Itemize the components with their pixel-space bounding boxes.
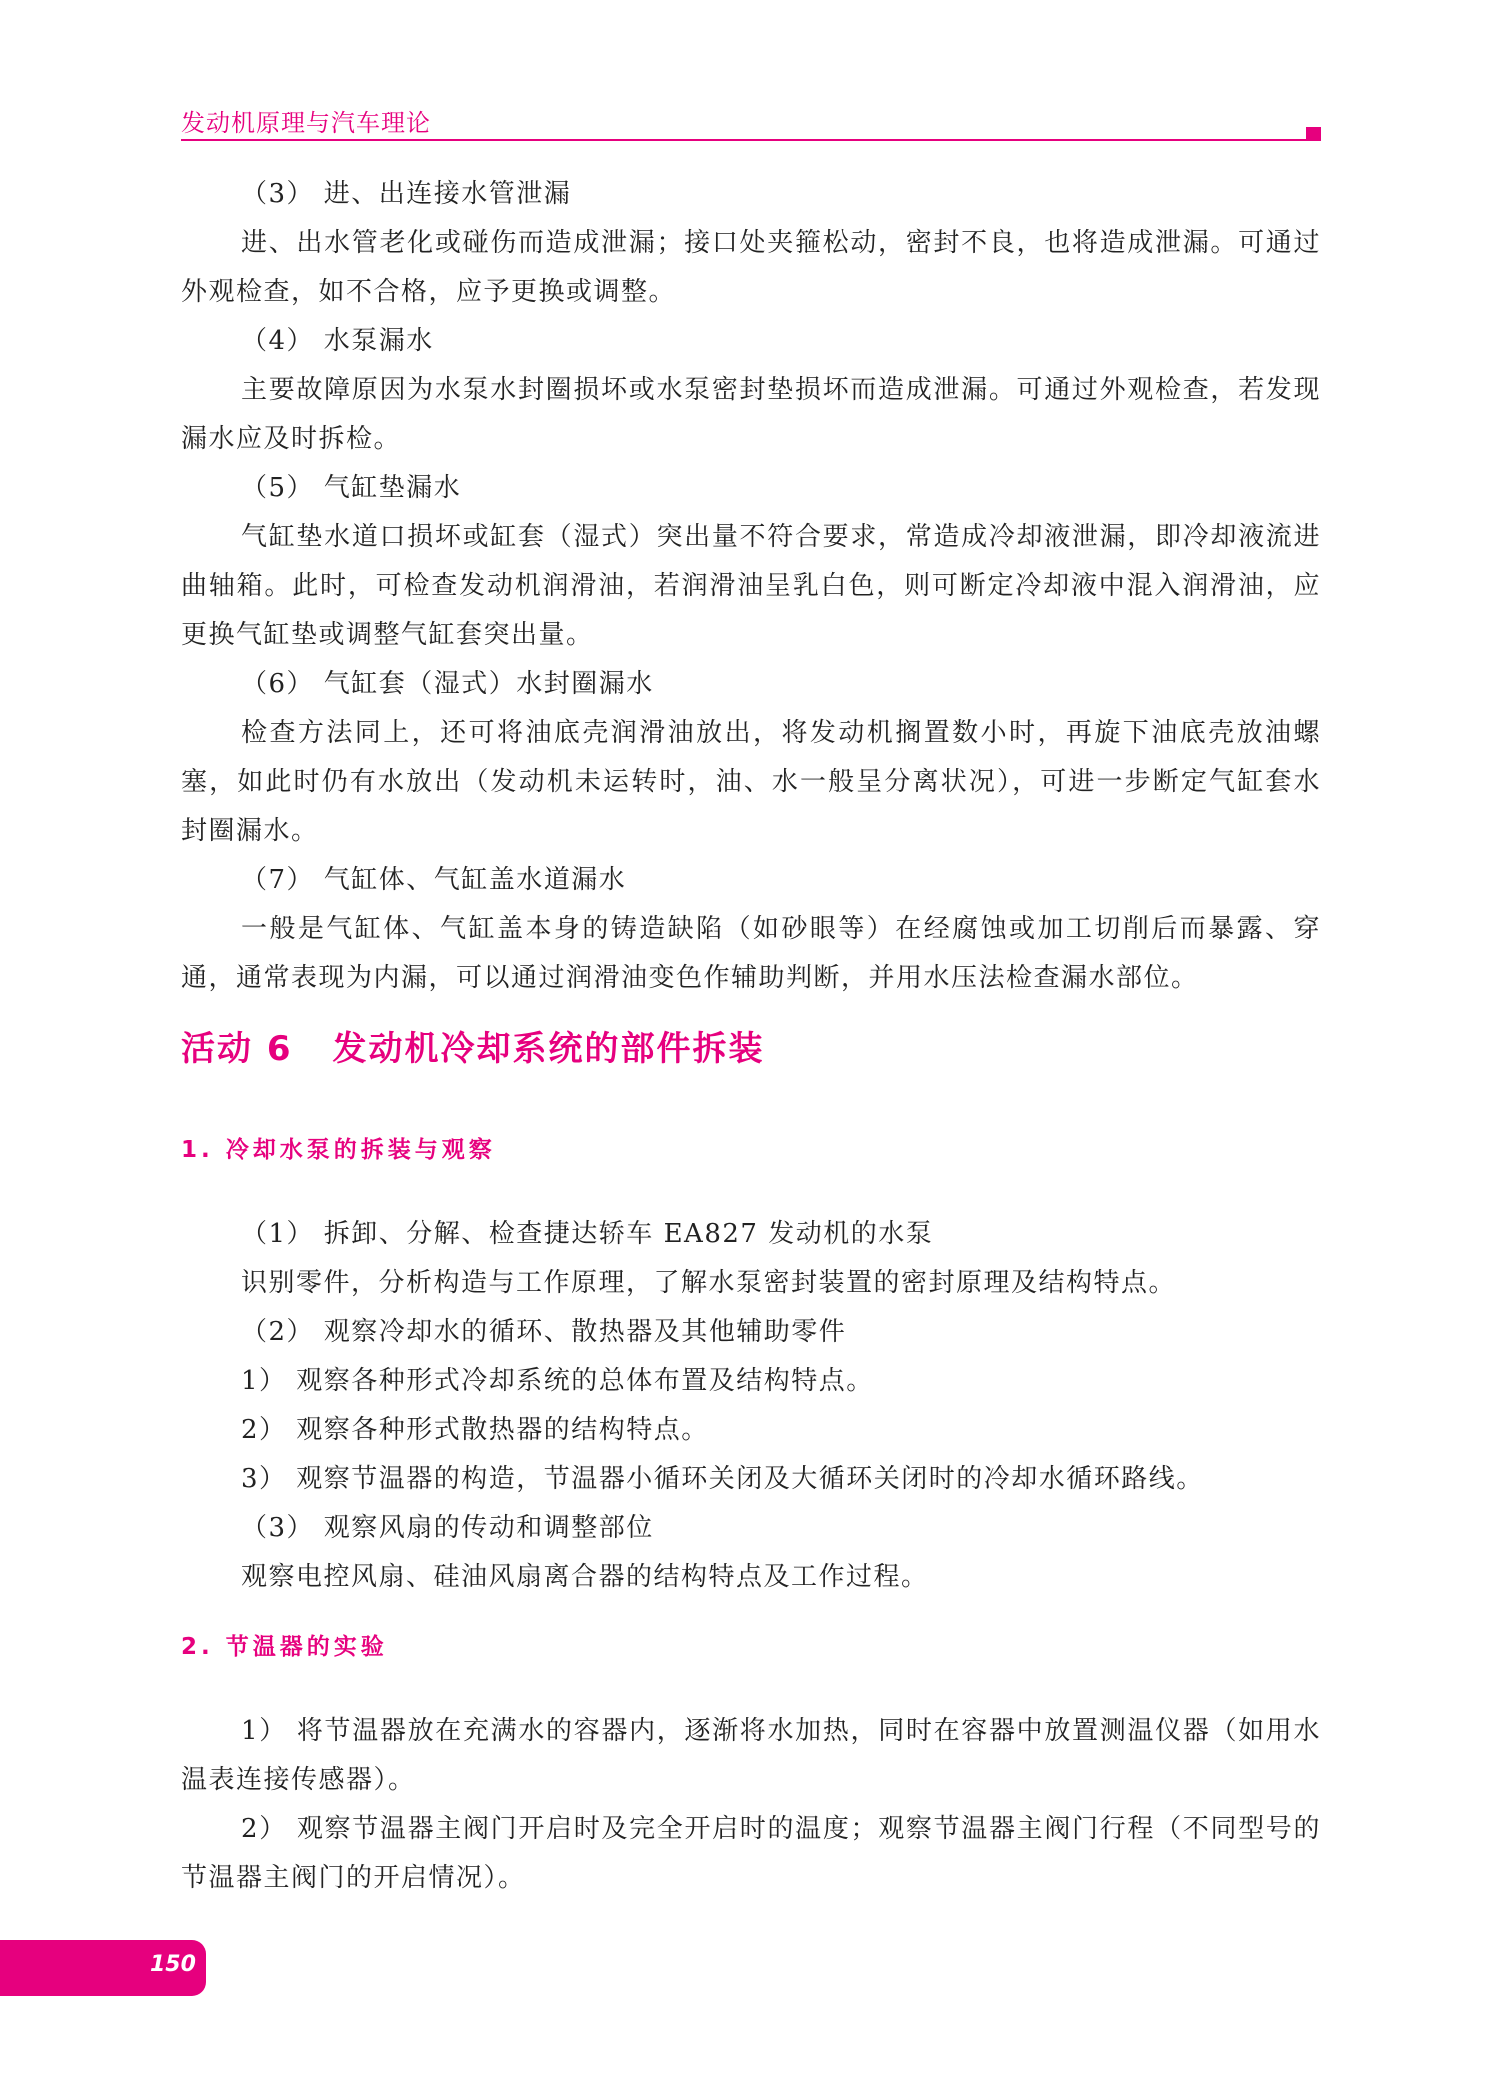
list-line: （1） 拆卸、分解、检查捷达轿车 EA827 发动机的水泵	[241, 1219, 934, 1249]
paragraph: 1） 将节温器放在充满水的容器内，逐渐将水加热，同时在容器中放置测温仪器（如用水温表连接传感器）。	[181, 1716, 1321, 1795]
paragraph: 主要故障原因为水泵水封圈损坏或水泵密封垫损坏而造成泄漏。可通过外观检查，若发现漏水应及时拆检。	[181, 375, 1321, 454]
item-heading-5: （5） 气缸垫漏水	[241, 473, 462, 503]
list-line: （3） 观察风扇的传动和调整部位	[241, 1513, 654, 1543]
section-heading-1: 1. 冷却水泵的拆装与观察	[181, 1137, 496, 1163]
paragraph: 2） 观察节温器主阀门开启时及完全开启时的温度；观察节温器主阀门行程（不同型号的节温器主阀门的开启情况）。	[181, 1814, 1321, 1893]
paragraph: 进、出水管老化或碰伤而造成泄漏；接口处夹箍松动，密封不良，也将造成泄漏。可通过外观检查，如不合格，应予更换或调整。	[181, 228, 1321, 307]
list-line: 识别零件，分析构造与工作原理，了解水泵密封装置的密封原理及结构特点。	[241, 1268, 1177, 1298]
activity-title: 发动机冷却系统的部件拆装	[332, 1029, 765, 1069]
book-title: 发动机原理与汽车理论	[181, 109, 431, 137]
item-heading-7: （7） 气缸体、气缸盖水道漏水	[241, 865, 627, 895]
page-content	[181, 170, 1321, 1903]
section-heading-2: 2. 节温器的实验	[181, 1634, 388, 1660]
paragraph: 检查方法同上，还可将油底壳润滑油放出，将发动机搁置数小时，再旋下油底壳放油螺塞，如此时仍有水放出（发动机未运转时，油、水一般呈分离状况），可进一步断定气缸套水封圈漏水。	[181, 718, 1321, 846]
item-heading-6: （6） 气缸套（湿式）水封圈漏水	[241, 669, 654, 699]
list-line: 1） 观察各种形式冷却系统的总体布置及结构特点。	[241, 1366, 874, 1396]
item-heading-4: （4） 水泵漏水	[241, 326, 434, 356]
item-heading-3: （3） 进、出连接水管泄漏	[241, 179, 572, 209]
activity-number: 活动 6	[181, 1029, 293, 1069]
header-rule	[181, 139, 1321, 141]
list-line: 2） 观察各种形式散热器的结构特点。	[241, 1415, 709, 1445]
activity-heading	[181, 1023, 1321, 1075]
paragraph: 一般是气缸体、气缸盖本身的铸造缺陷（如砂眼等）在经腐蚀或加工切削后而暴露、穿通，通常表现为内漏，可以通过润滑油变色作辅助判断，并用水压法检查漏水部位。	[181, 914, 1321, 993]
header-square-ornament	[1306, 127, 1321, 141]
paragraph: 气缸垫水道口损坏或缸套（湿式）突出量不符合要求，常造成冷却液泄漏，即冷却液流进曲轴箱。此时，可检查发动机润滑油，若润滑油呈乳白色，则可断定冷却液中混入润滑油，应更换气缸垫或调整气缸套突出量。	[181, 522, 1321, 650]
list-line: 3） 观察节温器的构造，节温器小循环关闭及大循环关闭时的冷却水循环路线。	[241, 1464, 1204, 1494]
page-number: 150	[150, 1952, 196, 1977]
list-line: 观察电控风扇、硅油风扇离合器的结构特点及工作过程。	[241, 1562, 929, 1592]
list-line: （2） 观察冷却水的循环、散热器及其他辅助零件	[241, 1317, 847, 1347]
